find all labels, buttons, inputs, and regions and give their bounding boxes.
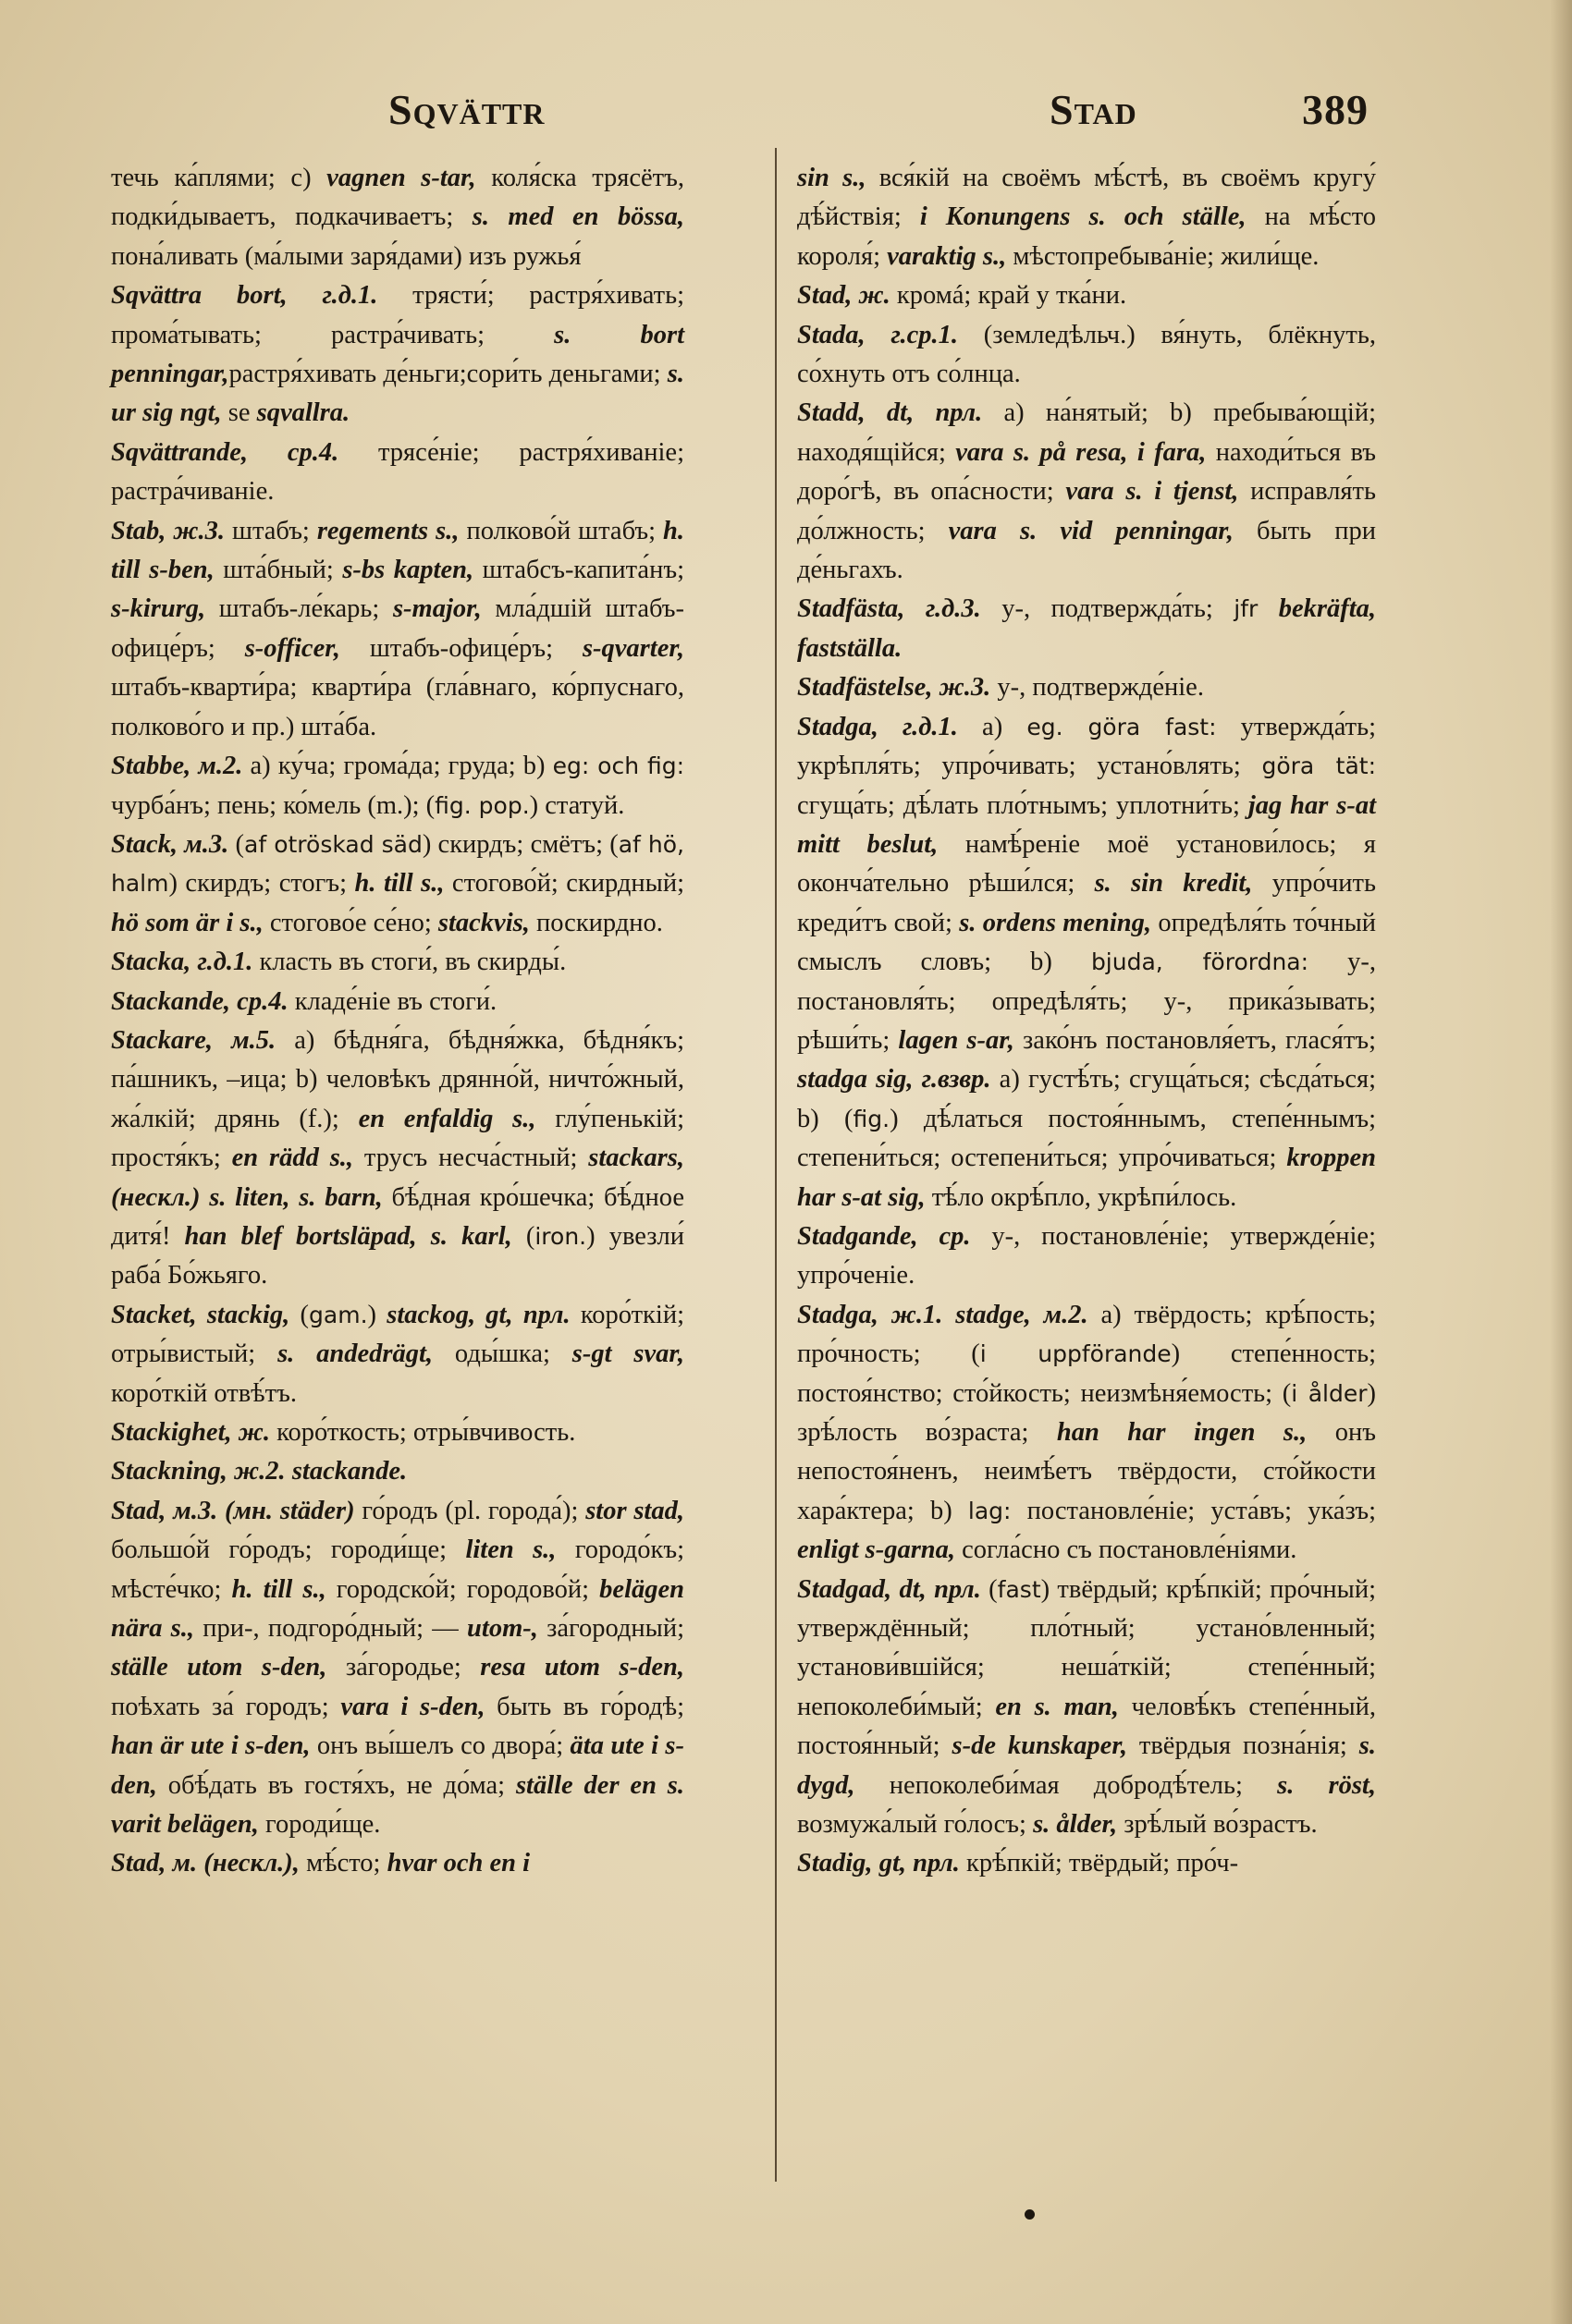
swedish-note: fast <box>997 1575 1041 1603</box>
headword: Stacka, <box>111 948 191 977</box>
translation-text: оды́шка; <box>433 1339 572 1369</box>
dictionary-entry <box>797 159 1376 276</box>
translation-text: ) статуй. <box>529 790 625 820</box>
swedish-example: han är ute i s-den, <box>111 1731 311 1761</box>
swedish-example: vagnen s-tar, <box>326 164 476 192</box>
translation-text: (земледѣльч.) вя́нуть, блёкнуть, со́хнуть отъ со́лнца. <box>797 320 1377 389</box>
headword: Stack, <box>111 829 178 859</box>
translation-text: коро́ткость; отры́вчивость. <box>270 1418 576 1447</box>
translation-text: городско́й; городово́й; <box>325 1574 600 1604</box>
swedish-example: h. till s-ben, <box>111 516 684 585</box>
swedish-example: s. ur sig ngt, <box>111 360 684 428</box>
dictionary-entry <box>111 1452 684 1491</box>
headword: Sqvättrande, <box>111 437 249 467</box>
swedish-example: liten s., <box>465 1535 557 1565</box>
grammar-label: ж.1. <box>878 1300 956 1329</box>
translation-text: большо́й го́родъ; городи́ще; <box>111 1535 466 1565</box>
swedish-example: stadga sig, г.взвр. <box>797 1065 991 1095</box>
translation-text: трусъ несча́стный; <box>353 1144 589 1173</box>
swedish-note: af hö, halm <box>111 830 684 898</box>
translation-text: пона́ливать (ма́лыми заря́дами) изъ ружья́ <box>111 241 582 271</box>
translation-text: находи́ться въ доро́гѣ, въ опа́сности; <box>797 437 1376 507</box>
translation-text: крѣ́пкій; твёрдый; про́ч- <box>959 1849 1239 1878</box>
swedish-example: resa utom s-den, <box>480 1653 685 1682</box>
grammar-label: г.д.1. <box>878 712 958 741</box>
printer-mark <box>1025 2209 1035 2220</box>
swedish-example: s. dygd, <box>797 1731 1376 1800</box>
translation-text: у-, постановля́ть; опредѣля́ть; у-, прика́зывать; рѣши́ть; <box>797 948 1376 1055</box>
translation-text: городи́ще. <box>258 1810 381 1840</box>
translation-text: ( <box>980 1574 998 1604</box>
grammar-label: г.д.1. <box>287 281 378 311</box>
translation-text: онъ непостоя́ненъ, неимѣ́етъ твёрдости, сто́йкости хара́ктера; b) <box>797 1418 1376 1525</box>
translation-text: за́городный; <box>537 1614 684 1644</box>
swedish-example: hö som är i s., <box>111 908 264 937</box>
header-right-guide-word: Stad <box>1050 86 1137 133</box>
grammar-label: dt, прл. <box>891 1574 981 1604</box>
translation-text: твёрдыя позна́нія; <box>1126 1731 1359 1761</box>
swedish-example: s-kirurg, <box>111 594 206 624</box>
swedish-note: af otröskad säd <box>244 830 423 858</box>
swedish-example: enligt s-garna, <box>797 1535 956 1565</box>
dictionary-entry <box>797 668 1376 707</box>
translation-text: штабъ-ле́карь; <box>205 594 393 624</box>
translation-text: кладе́ніе въ стоги́. <box>288 986 497 1016</box>
swedish-example: varaktig s., <box>887 241 1007 271</box>
swedish-example: hvar och en i <box>387 1849 530 1878</box>
grammar-label: ср.4. <box>230 986 289 1016</box>
dictionary-entry <box>111 1844 684 1883</box>
translation-text: у-, подтвержде́ніе. <box>990 673 1204 703</box>
grammar-label: ж. <box>231 1418 271 1447</box>
translation-text: согла́сно съ постановле́ніями. <box>955 1535 1297 1565</box>
translation-text: кромá; край у тка́ни. <box>890 281 1127 311</box>
swedish-example: han har ingen s., <box>1056 1418 1308 1447</box>
translation-text: ( <box>511 1221 535 1251</box>
translation-text: растря́хивать де́ньги;сори́ть деньгами; <box>228 360 668 389</box>
headword: Stadfästa, <box>797 594 905 624</box>
swedish-example: jag har s-at mitt beslut, <box>797 790 1376 859</box>
swedish-example: vara i s-den, <box>340 1692 485 1721</box>
dictionary-entry <box>797 394 1376 590</box>
swedish-example: kroppen har s-at sig, <box>797 1144 1376 1212</box>
grammar-label: м. (нескл.), <box>166 1849 300 1878</box>
running-header <box>111 85 1369 141</box>
translation-text: ) <box>367 1300 387 1329</box>
translation-text: опредѣля́ть то́чный смыслъ словъ; b) <box>797 908 1376 977</box>
translation-text: ) твёрдый; крѣ́пкій; про́чный; утверждённый; пло́тный; устано́вленный; установи́вшійся; неша́ткій; степе́нный; непоколеби́мый; <box>797 1574 1376 1721</box>
grammar-label: ср. <box>917 1221 971 1251</box>
swedish-example: stadge, м.2. <box>955 1300 1088 1329</box>
translation-text: se <box>221 398 257 428</box>
right-column <box>797 159 1376 1884</box>
translation-text: при-, подгоро́дный; — <box>194 1614 468 1644</box>
swedish-note: gam. <box>309 1301 368 1328</box>
translation-text: утвержда́ть; укрѣпля́ть; упро́чивать; устано́влять; <box>797 712 1376 781</box>
translation-text: ) увезли́ раба́ Бо́жьяго. <box>111 1221 684 1290</box>
swedish-example: s-gt svar, <box>571 1339 684 1369</box>
swedish-note: fig. <box>853 1105 890 1132</box>
dictionary-entry <box>797 1296 1376 1571</box>
headword: Stackighet, <box>111 1418 232 1447</box>
headword: Stackande, <box>111 986 231 1016</box>
translation-text: штабъ-кварти́ра; кварти́ра (гла́внаго, ко́рпуснаго, полково́го и пр.) шта́ба. <box>111 673 684 741</box>
swedish-note: bjuda, förordna: <box>1090 948 1309 976</box>
translation-text: трясе́ніе; растря́хиваніе; растра́чиваніе. <box>111 437 684 507</box>
headword: Stada, <box>797 320 866 349</box>
dictionary-entry <box>111 747 684 826</box>
swedish-example: vara s. i tjenst, <box>1065 477 1239 507</box>
translation-text: глу́пенькій; простя́къ; <box>111 1104 685 1173</box>
swedish-example: s. ålder, <box>1033 1810 1118 1840</box>
translation-text: стогово́й; скирдный; <box>444 869 684 899</box>
swedish-example: bekräfta, fastställa. <box>797 594 1376 663</box>
translation-text: упро́чить креди́тъ свой; <box>797 869 1376 937</box>
translation-text: a) твёрдость; крѣ́пость; про́чность; ( <box>797 1300 1377 1369</box>
headword: Stad, <box>111 1496 166 1525</box>
swedish-example: i Konungens s. och ställe, <box>919 202 1247 232</box>
translation-text: a) на́нятый; b) пребыва́ющій; находя́щійся; <box>797 398 1376 467</box>
swedish-example: s-major, <box>392 594 482 624</box>
swedish-example: belägen nära s., <box>111 1574 684 1644</box>
grammar-label: gt, прл. <box>872 1849 960 1878</box>
headword: Stadga, <box>797 712 878 741</box>
swedish-note: lag: <box>967 1497 1012 1524</box>
translation-text: ( <box>228 829 245 859</box>
swedish-example: vara s. på resa, i fara, <box>955 437 1207 467</box>
grammar-label: ж.3. <box>932 673 991 703</box>
translation-text: человѣ́къ степе́нный, постоя́нный; <box>797 1692 1377 1761</box>
dictionary-entry <box>797 590 1376 668</box>
swedish-note: fig. pop. <box>435 791 530 819</box>
translation-text: поѣхать за́ городъ; <box>111 1692 341 1721</box>
grammar-label: г.ср.1. <box>865 320 959 349</box>
translation-text: на мѣ́сто короля́; <box>797 202 1377 271</box>
translation-text: класть въ стоги́, въ скирды́. <box>252 948 567 977</box>
grammar-label: м.3. (мн. städer) <box>166 1496 355 1525</box>
dictionary-entry <box>111 943 684 982</box>
translation-text: мѣ́сто; <box>299 1849 387 1878</box>
translation-text: намѣ́реніе моё установи́лось; я оконча́тельно рѣши́лся; <box>797 829 1376 899</box>
swedish-note: i uppförande <box>979 1340 1172 1368</box>
grammar-label: г.д.1. <box>190 948 253 977</box>
translation-text: тѣ́ло окрѣ́пло, укрѣпи́лось. <box>925 1182 1237 1212</box>
swedish-example: s-bs kapten, <box>342 556 474 585</box>
grammar-label: м.2. <box>190 752 243 781</box>
translation-text: a) ку́ча; грома́да; груда; b) <box>242 752 553 781</box>
translation-text: ) скирдъ; смётъ; ( <box>422 829 619 859</box>
swedish-example: stackog, gt, прл. <box>387 1300 571 1329</box>
headword: Stadgande, <box>797 1221 918 1251</box>
swedish-example: regements s., <box>316 516 460 545</box>
translation-text: зрѣ́лый во́зрастъ. <box>1117 1810 1318 1840</box>
dictionary-entry <box>111 159 684 276</box>
translation-text: бѣ́дная кро́шечка; бѣ́дное дитя́! <box>111 1182 684 1251</box>
swedish-example: s. andedrägt, <box>277 1339 434 1369</box>
swedish-example: äta ute i s-den, <box>111 1731 684 1800</box>
translation-text: коля́ска трясётъ, подки́дываетъ, подкачиваетъ; <box>111 164 684 232</box>
translation-text: обѣ́дать въ гостя́хъ, не до́ма; <box>156 1770 516 1800</box>
dictionary-entry <box>797 708 1376 1217</box>
headword: Stabbe, <box>111 752 191 781</box>
swedish-example: s. sin kredit, <box>1094 869 1253 899</box>
swedish-example: s. röst, <box>1277 1770 1376 1800</box>
headword: Stadgad, <box>797 1574 892 1604</box>
dictionary-entry <box>111 1021 684 1296</box>
translation-text: быть при де́ньгахъ. <box>797 516 1376 585</box>
swedish-example: en s. man, <box>995 1692 1119 1721</box>
dictionary-entry <box>111 434 684 512</box>
page-edge-shadow <box>1550 0 1572 2324</box>
swedish-example: s-de kunskaper, <box>952 1731 1127 1761</box>
translation-text: непоколеби́мая добродѣ́тель; <box>854 1770 1278 1800</box>
swedish-example: h. till s., <box>354 869 445 899</box>
swedish-example: s-officer, <box>244 633 340 663</box>
translation-text: течь ка́плями; c) <box>111 164 327 192</box>
grammar-label: ж.2. <box>227 1457 286 1486</box>
swedish-example: en rädd s., <box>231 1144 354 1173</box>
swedish-note: iron. <box>534 1222 587 1250</box>
translation-text: a) <box>957 712 1027 741</box>
dictionary-entry <box>797 1571 1376 1845</box>
swedish-example: stackande. <box>285 1457 408 1486</box>
swedish-example: sin s., <box>797 164 866 192</box>
translation-text: го́родъ (pl. города́); <box>354 1496 586 1525</box>
translation-text: мла́дшій штабъ-офице́ръ; <box>111 594 684 663</box>
dictionary-entry <box>797 1217 1376 1296</box>
dictionary-entry <box>111 512 684 747</box>
dictionary-entry <box>797 316 1376 395</box>
dictionary-entry <box>797 1844 1376 1883</box>
headword: Stadga, <box>797 1300 878 1329</box>
swedish-note: göra tät: <box>1261 752 1376 780</box>
left-column <box>111 159 684 1884</box>
headword: Stackning, <box>111 1457 227 1486</box>
swedish-example: han blef bortsläpad, s. karl, <box>184 1221 512 1251</box>
translation-text: чурба́нъ; пень; ко́мель (m.); ( <box>111 790 436 820</box>
swedish-example: lagen s-ar, <box>898 1025 1014 1055</box>
dictionary-entry <box>111 1296 684 1413</box>
swedish-example: en enfaldig s., <box>358 1104 536 1133</box>
translation-text: постановле́ніе; уста́въ; ука́зъ; <box>1011 1496 1376 1525</box>
translation-text: сгуща́ть; дѣ́лать пло́тнымъ; уплотни́ть; <box>797 790 1248 820</box>
headword: Stad, <box>797 281 853 311</box>
dictionary-entry <box>111 276 684 434</box>
translation-text: за́городье; <box>326 1653 481 1682</box>
headword: Stab, <box>111 516 166 545</box>
swedish-example: stor stad, <box>585 1496 684 1525</box>
grammar-label: м.5. <box>213 1025 276 1055</box>
translation-text: у-, постановле́ніе; утвержде́ніе; упро́ченіе. <box>797 1221 1376 1290</box>
dictionary-entry <box>111 826 684 943</box>
dictionary-entry <box>111 1492 684 1845</box>
translation-text: штабъ-офице́ръ; <box>339 633 583 663</box>
translation-text: возмужа́лый го́лосъ; <box>797 1810 1034 1840</box>
dictionary-entry <box>111 983 684 1021</box>
translation-text: трясти́; растря́хивать; прома́тывать; растра́чивать; <box>111 281 684 349</box>
translation-text: шта́бный; <box>214 556 343 585</box>
translation-text: городо́къ; мѣсте́чко; <box>111 1535 684 1604</box>
header-left-guide-word: Sqvättr <box>388 86 546 133</box>
swedish-example: s. med en bössa, <box>472 202 684 232</box>
grammar-label: м.3. <box>178 829 229 859</box>
headword: Stackare, <box>111 1025 214 1055</box>
dictionary-entry <box>797 276 1376 315</box>
swedish-note: jfr <box>1234 595 1259 623</box>
headword: Stacket, stackig, <box>111 1300 290 1329</box>
swedish-note: eg. göra fast: <box>1026 713 1217 740</box>
grammar-label: г.д.3. <box>904 594 981 624</box>
swedish-example: s-qvarter, <box>582 633 684 663</box>
swedish-example: utom-, <box>467 1614 538 1644</box>
translation-text: a) бѣдня́га, бѣдня́жка, бѣдня́къ; па́шникъ, –ица; b) человѣкъ дрянно́й, ничто́жный, жа́лкій; дрянь (f.); <box>111 1025 684 1133</box>
dictionary-entry <box>111 1413 684 1452</box>
swedish-example: stackars, (нескл.) s. liten, s. barn, <box>111 1144 684 1212</box>
headword: Stadig, <box>797 1849 873 1878</box>
translation-text: полково́й штабъ; <box>459 516 664 545</box>
translation-text: штабсъ-капита́нъ; <box>473 556 684 585</box>
swedish-example: stackvis, <box>437 908 530 937</box>
translation-text: стогово́е се́но; <box>263 908 438 937</box>
translation-text: коро́ткій; отры́вистый; <box>111 1300 684 1369</box>
swedish-note: i ålder <box>1291 1379 1368 1407</box>
translation-text: исправля́ть до́лжность; <box>797 477 1376 545</box>
swedish-example: h. till s., <box>231 1574 326 1604</box>
translation-text: a) густѣ́ть; сгуща́ться; сѣсда́ться; b) ( <box>797 1065 1377 1133</box>
swedish-example: vara s. vid penningar, <box>948 516 1234 545</box>
grammar-label: ср.4. <box>248 437 339 467</box>
grammar-label: dt, прл. <box>865 398 983 428</box>
swedish-note: eg: och fig: <box>552 752 684 780</box>
swedish-example: s. ordens mening, <box>959 908 1152 937</box>
translation-text: онъ вы́шелъ со двора́; <box>310 1731 571 1761</box>
translation-text: ) степе́нность; постоя́нство; сто́йкость; неизмѣня́емость; ( <box>797 1339 1377 1408</box>
translation-text: мѣстопребыва́ніе; жили́ще. <box>1006 241 1320 271</box>
page-number: 389 <box>1302 86 1369 133</box>
headword: Stadd, <box>797 398 866 428</box>
grammar-label: ж. <box>852 281 890 311</box>
headword: Stad, <box>111 1849 166 1878</box>
grammar-label: ж.3. <box>166 516 226 545</box>
swedish-example: sqvallra. <box>256 398 350 428</box>
swedish-example: s. bort penningar, <box>111 320 684 389</box>
translation-text: вся́кій на своёмъ мѣ́стѣ, въ своёмъ кругу́ дѣ́йствія; <box>797 164 1377 232</box>
translation-text: ( <box>289 1300 310 1329</box>
translation-text: штабъ; <box>225 516 317 545</box>
headword: Sqvättra bort, <box>111 281 288 311</box>
translation-text: коро́ткій отвѣ́тъ. <box>111 1378 297 1408</box>
translation-text: поскирдно. <box>529 908 663 937</box>
translation-text: у-, подтвержда́ть; <box>980 594 1234 624</box>
translation-text: ) дѣ́латься постоя́ннымъ, степе́ннымъ; степени́ться; остепени́ться; упро́чиваться; <box>797 1104 1376 1173</box>
translation-text: ) скирдъ; стогъ; <box>168 869 355 899</box>
translation-text: ) зрѣ́лость во́зраста; <box>797 1378 1376 1447</box>
column-divider <box>775 148 777 2182</box>
headword: Stadfästelse, <box>797 673 933 703</box>
translation-text: зако́нъ постановля́етъ, глася́тъ; <box>1013 1025 1376 1055</box>
translation-text: быть въ го́родѣ; <box>485 1692 685 1721</box>
swedish-example: ställe der en s. varit belägen, <box>111 1770 684 1840</box>
swedish-example: ställe utom s-den, <box>111 1653 327 1682</box>
